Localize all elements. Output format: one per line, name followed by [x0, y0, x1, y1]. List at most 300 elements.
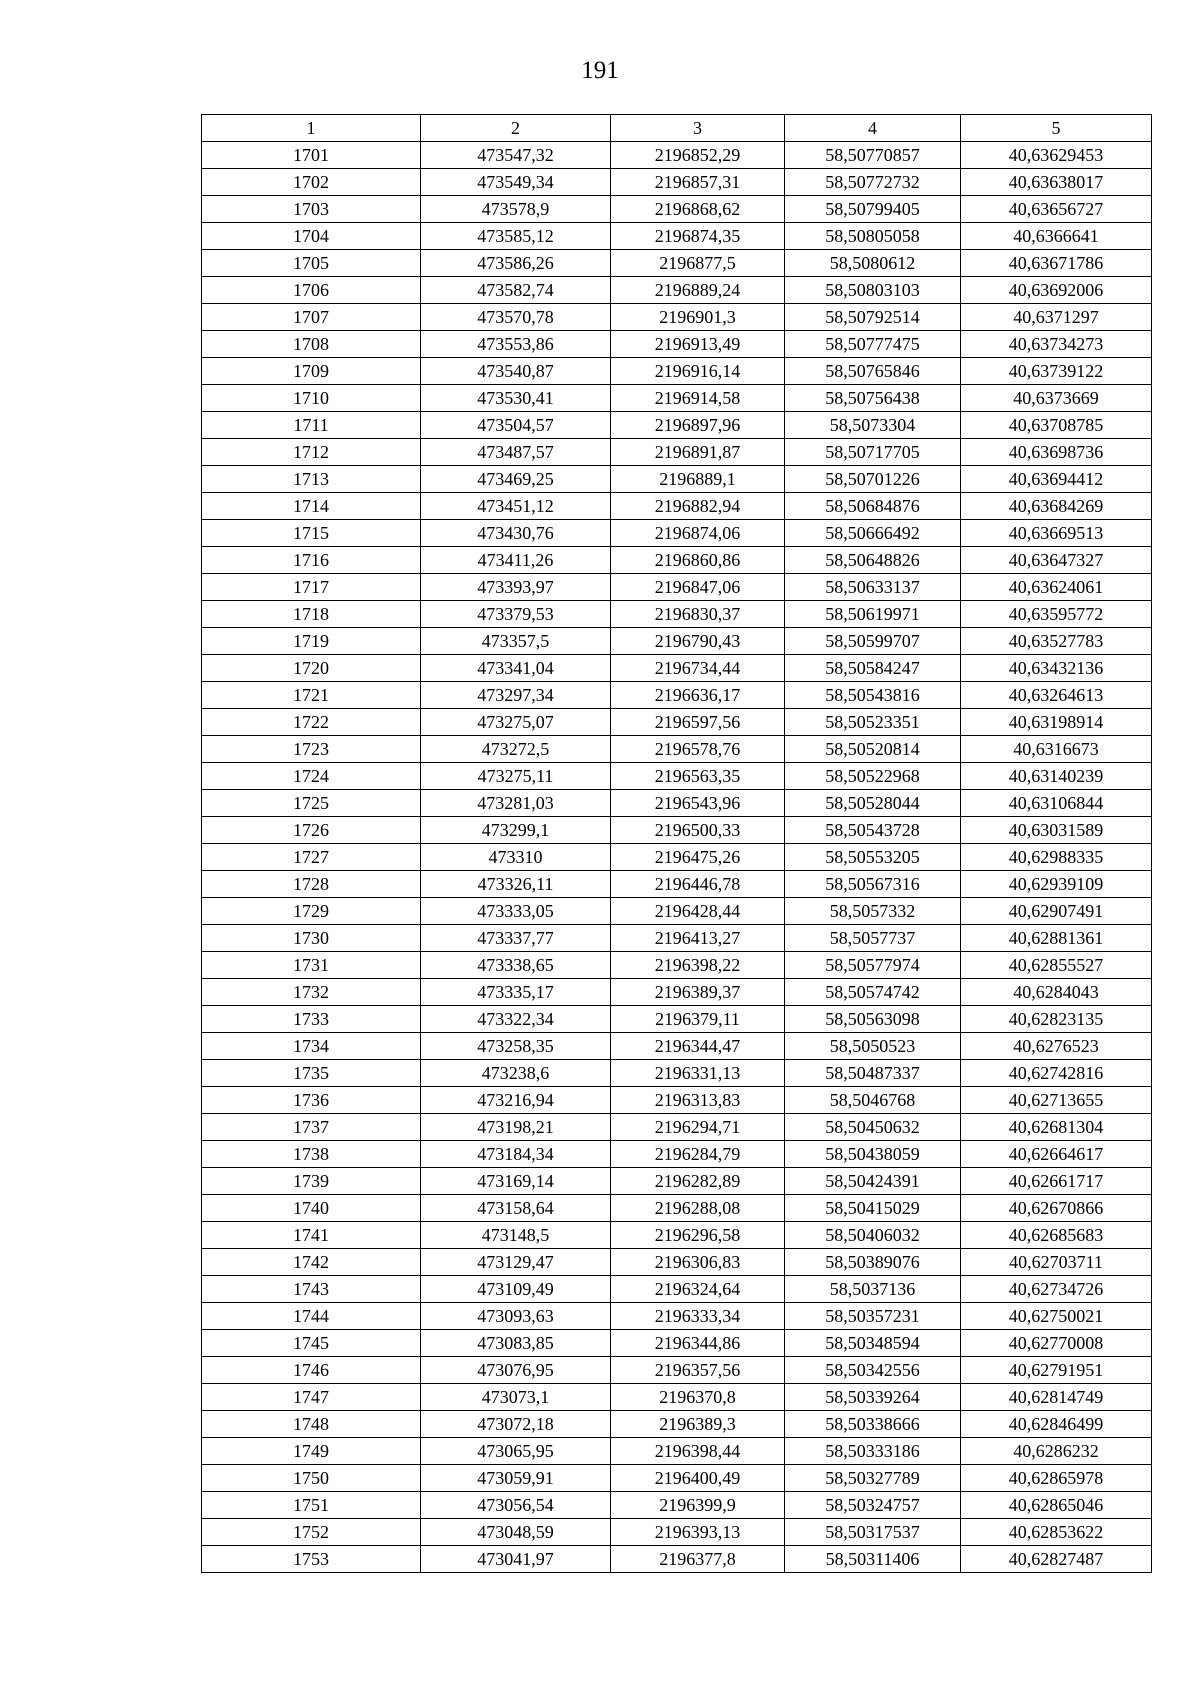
table-cell-col-1: 1726 — [202, 817, 421, 844]
table-cell-col-3: 2196500,33 — [611, 817, 785, 844]
table-cell-col-3: 2196916,14 — [611, 358, 785, 385]
table-cell-col-2: 473281,03 — [421, 790, 611, 817]
table-cell-col-4: 58,50327789 — [785, 1465, 961, 1492]
table-row — [202, 412, 1152, 439]
table-cell-col-5: 40,62865978 — [961, 1465, 1152, 1492]
table-cell-col-2: 473073,1 — [421, 1384, 611, 1411]
table-row — [202, 574, 1152, 601]
table-cell-col-5: 40,63692006 — [961, 277, 1152, 304]
table-cell-col-3: 2196428,44 — [611, 898, 785, 925]
table-cell-col-4: 58,50803103 — [785, 277, 961, 304]
table-cell-col-2: 473310 — [421, 844, 611, 871]
table-cell-col-2: 473487,57 — [421, 439, 611, 466]
table-cell-col-3: 2196889,1 — [611, 466, 785, 493]
table-cell-col-5: 40,63671786 — [961, 250, 1152, 277]
table-cell-col-3: 2196543,96 — [611, 790, 785, 817]
table-cell-col-2: 473337,77 — [421, 925, 611, 952]
table-row — [202, 1519, 1152, 1546]
table-cell-col-1: 1747 — [202, 1384, 421, 1411]
table-row — [202, 1195, 1152, 1222]
table-row — [202, 1384, 1152, 1411]
table-cell-col-1: 1728 — [202, 871, 421, 898]
table-cell-col-5: 40,62685683 — [961, 1222, 1152, 1249]
table-cell-col-1: 1721 — [202, 682, 421, 709]
table-row — [202, 1357, 1152, 1384]
table-row — [202, 1465, 1152, 1492]
table-cell-col-5: 40,6371297 — [961, 304, 1152, 331]
table-cell-col-5: 40,63198914 — [961, 709, 1152, 736]
table-cell-col-1: 1719 — [202, 628, 421, 655]
table-row — [202, 709, 1152, 736]
table-cell-col-5: 40,63656727 — [961, 196, 1152, 223]
table-cell-col-4: 58,5057332 — [785, 898, 961, 925]
table-row — [202, 979, 1152, 1006]
table-cell-col-4: 58,50701226 — [785, 466, 961, 493]
table-cell-col-2: 473083,85 — [421, 1330, 611, 1357]
table-cell-col-3: 2196563,35 — [611, 763, 785, 790]
table-cell-col-3: 2196294,71 — [611, 1114, 785, 1141]
table-cell-col-2: 473333,05 — [421, 898, 611, 925]
table-cell-col-2: 473093,63 — [421, 1303, 611, 1330]
table-cell-col-3: 2196284,79 — [611, 1141, 785, 1168]
table-cell-col-3: 2196475,26 — [611, 844, 785, 871]
table-cell-col-1: 1750 — [202, 1465, 421, 1492]
table-cell-col-4: 58,50324757 — [785, 1492, 961, 1519]
table-cell-col-4: 58,50563098 — [785, 1006, 961, 1033]
table-cell-col-5: 40,62827487 — [961, 1546, 1152, 1573]
table-cell-col-1: 1742 — [202, 1249, 421, 1276]
table-cell-col-1: 1733 — [202, 1006, 421, 1033]
table-cell-col-3: 2196874,35 — [611, 223, 785, 250]
table-cell-col-1: 1706 — [202, 277, 421, 304]
table-cell-col-2: 473530,41 — [421, 385, 611, 412]
table-cell-col-4: 58,50805058 — [785, 223, 961, 250]
table-cell-col-1: 1710 — [202, 385, 421, 412]
table-cell-col-5: 40,63140239 — [961, 763, 1152, 790]
table-row — [202, 169, 1152, 196]
table-cell-col-2: 473585,12 — [421, 223, 611, 250]
table-cell-col-4: 58,50584247 — [785, 655, 961, 682]
table-cell-col-4: 58,50311406 — [785, 1546, 961, 1573]
table-cell-col-1: 1723 — [202, 736, 421, 763]
table-cell-col-2: 473198,21 — [421, 1114, 611, 1141]
table-cell-col-2: 473335,17 — [421, 979, 611, 1006]
table-cell-col-4: 58,50633137 — [785, 574, 961, 601]
table-cell-col-3: 2196901,3 — [611, 304, 785, 331]
table-cell-col-3: 2196868,62 — [611, 196, 785, 223]
table-cell-col-2: 473547,32 — [421, 142, 611, 169]
table-cell-col-3: 2196296,58 — [611, 1222, 785, 1249]
table-cell-col-2: 473216,94 — [421, 1087, 611, 1114]
table-cell-col-3: 2196398,22 — [611, 952, 785, 979]
table-row — [202, 439, 1152, 466]
table-cell-col-3: 2196891,87 — [611, 439, 785, 466]
table-cell-col-5: 40,62770008 — [961, 1330, 1152, 1357]
table-cell-col-2: 473411,26 — [421, 547, 611, 574]
column-header-2: 2 — [421, 115, 611, 142]
table-cell-col-4: 58,50777475 — [785, 331, 961, 358]
table-cell-col-5: 40,63595772 — [961, 601, 1152, 628]
table-row — [202, 331, 1152, 358]
table-cell-col-2: 473322,34 — [421, 1006, 611, 1033]
table-row — [202, 817, 1152, 844]
table-cell-col-2: 473275,07 — [421, 709, 611, 736]
table-cell-col-4: 58,50543816 — [785, 682, 961, 709]
table-cell-col-1: 1718 — [202, 601, 421, 628]
table-cell-col-5: 40,62881361 — [961, 925, 1152, 952]
table-cell-col-4: 58,50553205 — [785, 844, 961, 871]
table-cell-col-2: 473578,9 — [421, 196, 611, 223]
table-cell-col-1: 1720 — [202, 655, 421, 682]
table-cell-col-5: 40,63432136 — [961, 655, 1152, 682]
table-row — [202, 1438, 1152, 1465]
table-cell-col-3: 2196852,29 — [611, 142, 785, 169]
table-cell-col-2: 473430,76 — [421, 520, 611, 547]
table-cell-col-1: 1703 — [202, 196, 421, 223]
table-cell-col-2: 473272,5 — [421, 736, 611, 763]
table-cell-col-5: 40,63638017 — [961, 169, 1152, 196]
table-cell-col-1: 1729 — [202, 898, 421, 925]
table-cell-col-3: 2196393,13 — [611, 1519, 785, 1546]
table-row — [202, 1222, 1152, 1249]
table-cell-col-4: 58,50765846 — [785, 358, 961, 385]
table-cell-col-1: 1724 — [202, 763, 421, 790]
table-row — [202, 952, 1152, 979]
table-cell-col-4: 58,50357231 — [785, 1303, 961, 1330]
table-row — [202, 1546, 1152, 1573]
table-cell-col-3: 2196882,94 — [611, 493, 785, 520]
table-body — [202, 142, 1152, 1573]
table-cell-col-2: 473540,87 — [421, 358, 611, 385]
table-cell-col-3: 2196306,83 — [611, 1249, 785, 1276]
table-cell-col-2: 473041,97 — [421, 1546, 611, 1573]
table-row — [202, 196, 1152, 223]
table-row — [202, 601, 1152, 628]
table-row — [202, 1006, 1152, 1033]
table-cell-col-3: 2196344,47 — [611, 1033, 785, 1060]
table-cell-col-1: 1737 — [202, 1114, 421, 1141]
table-cell-col-3: 2196734,44 — [611, 655, 785, 682]
table-cell-col-5: 40,62750021 — [961, 1303, 1152, 1330]
table-cell-col-4: 58,50333186 — [785, 1438, 961, 1465]
table-cell-col-4: 58,50792514 — [785, 304, 961, 331]
table-cell-col-4: 58,50520814 — [785, 736, 961, 763]
table-cell-col-4: 58,50599707 — [785, 628, 961, 655]
table-cell-col-5: 40,62988335 — [961, 844, 1152, 871]
table-row — [202, 223, 1152, 250]
table-row — [202, 1330, 1152, 1357]
table-cell-col-5: 40,62681304 — [961, 1114, 1152, 1141]
table-row — [202, 493, 1152, 520]
table-cell-col-5: 40,62703711 — [961, 1249, 1152, 1276]
table-cell-col-4: 58,5050523 — [785, 1033, 961, 1060]
table-cell-col-1: 1702 — [202, 169, 421, 196]
table-cell-col-5: 40,62734726 — [961, 1276, 1152, 1303]
column-header-4: 4 — [785, 115, 961, 142]
table-cell-col-1: 1752 — [202, 1519, 421, 1546]
table-cell-col-2: 473059,91 — [421, 1465, 611, 1492]
table-cell-col-5: 40,63708785 — [961, 412, 1152, 439]
table-row — [202, 763, 1152, 790]
table-cell-col-3: 2196847,06 — [611, 574, 785, 601]
table-cell-col-1: 1722 — [202, 709, 421, 736]
table-cell-col-5: 40,63684269 — [961, 493, 1152, 520]
table-cell-col-1: 1741 — [202, 1222, 421, 1249]
table-cell-col-5: 40,62823135 — [961, 1006, 1152, 1033]
table-cell-col-1: 1708 — [202, 331, 421, 358]
table-cell-col-5: 40,62661717 — [961, 1168, 1152, 1195]
table-cell-col-5: 40,63527783 — [961, 628, 1152, 655]
table-cell-col-4: 58,50522968 — [785, 763, 961, 790]
table-cell-col-5: 40,6286232 — [961, 1438, 1152, 1465]
table-cell-col-4: 58,50450632 — [785, 1114, 961, 1141]
table-row — [202, 1303, 1152, 1330]
table-row — [202, 628, 1152, 655]
table-cell-col-5: 40,63647327 — [961, 547, 1152, 574]
table-row — [202, 898, 1152, 925]
table-cell-col-2: 473076,95 — [421, 1357, 611, 1384]
table-cell-col-5: 40,63624061 — [961, 574, 1152, 601]
table-cell-col-1: 1734 — [202, 1033, 421, 1060]
table-cell-col-2: 473297,34 — [421, 682, 611, 709]
table-header — [202, 115, 1152, 142]
table-cell-col-1: 1711 — [202, 412, 421, 439]
table-cell-col-5: 40,6276523 — [961, 1033, 1152, 1060]
table-cell-col-4: 58,50567316 — [785, 871, 961, 898]
table-cell-col-3: 2196790,43 — [611, 628, 785, 655]
table-cell-col-2: 473504,57 — [421, 412, 611, 439]
table-cell-col-1: 1716 — [202, 547, 421, 574]
table-cell-col-1: 1744 — [202, 1303, 421, 1330]
table-cell-col-2: 473393,97 — [421, 574, 611, 601]
table-cell-col-1: 1712 — [202, 439, 421, 466]
table-cell-col-4: 58,50577974 — [785, 952, 961, 979]
table-cell-col-4: 58,50406032 — [785, 1222, 961, 1249]
table-cell-col-4: 58,50770857 — [785, 142, 961, 169]
table-cell-col-2: 473158,64 — [421, 1195, 611, 1222]
table-cell-col-4: 58,50756438 — [785, 385, 961, 412]
table-cell-col-3: 2196333,34 — [611, 1303, 785, 1330]
table-cell-col-1: 1725 — [202, 790, 421, 817]
table-cell-col-4: 58,50528044 — [785, 790, 961, 817]
page-number: 191 — [581, 57, 619, 84]
table-row — [202, 1033, 1152, 1060]
table-cell-col-1: 1707 — [202, 304, 421, 331]
table-cell-col-2: 473341,04 — [421, 655, 611, 682]
table-cell-col-2: 473169,14 — [421, 1168, 611, 1195]
table-row — [202, 1411, 1152, 1438]
table-cell-col-4: 58,5057737 — [785, 925, 961, 952]
table-cell-col-2: 473275,11 — [421, 763, 611, 790]
table-cell-col-2: 473451,12 — [421, 493, 611, 520]
table-cell-col-2: 473148,5 — [421, 1222, 611, 1249]
table-cell-col-2: 473056,54 — [421, 1492, 611, 1519]
table-row — [202, 1114, 1152, 1141]
table-row — [202, 385, 1152, 412]
table-cell-col-5: 40,63629453 — [961, 142, 1152, 169]
table-row — [202, 520, 1152, 547]
table-cell-col-4: 58,50389076 — [785, 1249, 961, 1276]
table-cell-col-1: 1705 — [202, 250, 421, 277]
table-row — [202, 736, 1152, 763]
table-row — [202, 844, 1152, 871]
table-cell-col-4: 58,50487337 — [785, 1060, 961, 1087]
table-row — [202, 1492, 1152, 1519]
table-cell-col-3: 2196370,8 — [611, 1384, 785, 1411]
table-cell-col-4: 58,50338666 — [785, 1411, 961, 1438]
table-cell-col-4: 58,50666492 — [785, 520, 961, 547]
table-cell-col-5: 40,62939109 — [961, 871, 1152, 898]
table-cell-col-1: 1735 — [202, 1060, 421, 1087]
table-cell-col-1: 1749 — [202, 1438, 421, 1465]
table-cell-col-2: 473469,25 — [421, 466, 611, 493]
table-cell-col-5: 40,62791951 — [961, 1357, 1152, 1384]
table-cell-col-2: 473379,53 — [421, 601, 611, 628]
table-cell-col-1: 1746 — [202, 1357, 421, 1384]
table-cell-col-4: 58,50717705 — [785, 439, 961, 466]
table-cell-col-4: 58,50619971 — [785, 601, 961, 628]
table-cell-col-5: 40,63734273 — [961, 331, 1152, 358]
table-row — [202, 358, 1152, 385]
table-cell-col-4: 58,5073304 — [785, 412, 961, 439]
table-cell-col-3: 2196857,31 — [611, 169, 785, 196]
table-cell-col-5: 40,62814749 — [961, 1384, 1152, 1411]
table-row — [202, 304, 1152, 331]
table-row — [202, 277, 1152, 304]
table-cell-col-2: 473586,26 — [421, 250, 611, 277]
table-cell-col-3: 2196288,08 — [611, 1195, 785, 1222]
table-cell-col-2: 473326,11 — [421, 871, 611, 898]
table-cell-col-3: 2196398,44 — [611, 1438, 785, 1465]
table-cell-col-1: 1727 — [202, 844, 421, 871]
table-cell-col-3: 2196400,49 — [611, 1465, 785, 1492]
table-cell-col-3: 2196877,5 — [611, 250, 785, 277]
table-cell-col-2: 473357,5 — [421, 628, 611, 655]
table-cell-col-2: 473258,35 — [421, 1033, 611, 1060]
table-cell-col-5: 40,63106844 — [961, 790, 1152, 817]
table-cell-col-2: 473570,78 — [421, 304, 611, 331]
table-cell-col-1: 1740 — [202, 1195, 421, 1222]
table-cell-col-4: 58,5037136 — [785, 1276, 961, 1303]
table-cell-col-4: 58,50648826 — [785, 547, 961, 574]
table-cell-col-4: 58,50424391 — [785, 1168, 961, 1195]
table-cell-col-1: 1732 — [202, 979, 421, 1006]
table-row — [202, 925, 1152, 952]
table-cell-col-5: 40,62907491 — [961, 898, 1152, 925]
table-cell-col-5: 40,6373669 — [961, 385, 1152, 412]
table-row — [202, 682, 1152, 709]
table-cell-col-4: 58,50339264 — [785, 1384, 961, 1411]
table-row — [202, 1141, 1152, 1168]
table-cell-col-2: 473048,59 — [421, 1519, 611, 1546]
table-cell-col-5: 40,63694412 — [961, 466, 1152, 493]
table-cell-col-3: 2196313,83 — [611, 1087, 785, 1114]
table-cell-col-4: 58,50772732 — [785, 169, 961, 196]
table-cell-col-1: 1736 — [202, 1087, 421, 1114]
table-cell-col-2: 473338,65 — [421, 952, 611, 979]
table-cell-col-5: 40,6284043 — [961, 979, 1152, 1006]
table-cell-col-3: 2196331,13 — [611, 1060, 785, 1087]
table-row — [202, 871, 1152, 898]
table-cell-col-4: 58,50523351 — [785, 709, 961, 736]
table-cell-col-3: 2196913,49 — [611, 331, 785, 358]
column-header-5: 5 — [961, 115, 1152, 142]
table-cell-col-1: 1748 — [202, 1411, 421, 1438]
table-cell-col-4: 58,50415029 — [785, 1195, 961, 1222]
table-cell-col-3: 2196389,37 — [611, 979, 785, 1006]
table-cell-col-4: 58,50799405 — [785, 196, 961, 223]
table-cell-col-1: 1745 — [202, 1330, 421, 1357]
table-cell-col-4: 58,50342556 — [785, 1357, 961, 1384]
table-cell-col-5: 40,62855527 — [961, 952, 1152, 979]
table-row — [202, 655, 1152, 682]
table-cell-col-1: 1713 — [202, 466, 421, 493]
table-cell-col-5: 40,63698736 — [961, 439, 1152, 466]
table-cell-col-5: 40,6316673 — [961, 736, 1152, 763]
table-row — [202, 142, 1152, 169]
table-cell-col-2: 473238,6 — [421, 1060, 611, 1087]
table-cell-col-1: 1715 — [202, 520, 421, 547]
column-header-3: 3 — [611, 115, 785, 142]
table-row — [202, 250, 1152, 277]
table-cell-col-1: 1701 — [202, 142, 421, 169]
table-cell-col-3: 2196636,17 — [611, 682, 785, 709]
table-cell-col-3: 2196282,89 — [611, 1168, 785, 1195]
table-cell-col-3: 2196897,96 — [611, 412, 785, 439]
header-row — [202, 115, 1152, 142]
table-row — [202, 1060, 1152, 1087]
table-cell-col-5: 40,62846499 — [961, 1411, 1152, 1438]
table-cell-col-3: 2196389,3 — [611, 1411, 785, 1438]
table-cell-col-1: 1731 — [202, 952, 421, 979]
table-cell-col-3: 2196379,11 — [611, 1006, 785, 1033]
table-cell-col-1: 1730 — [202, 925, 421, 952]
table-cell-col-5: 40,63031589 — [961, 817, 1152, 844]
table-cell-col-3: 2196914,58 — [611, 385, 785, 412]
table-row — [202, 547, 1152, 574]
table-cell-col-3: 2196357,56 — [611, 1357, 785, 1384]
table-cell-col-4: 58,50574742 — [785, 979, 961, 1006]
table-row — [202, 466, 1152, 493]
table-cell-col-5: 40,62670866 — [961, 1195, 1152, 1222]
table-cell-col-3: 2196344,86 — [611, 1330, 785, 1357]
table-cell-col-5: 40,62742816 — [961, 1060, 1152, 1087]
table-cell-col-4: 58,5046768 — [785, 1087, 961, 1114]
table-cell-col-5: 40,62865046 — [961, 1492, 1152, 1519]
table-cell-col-2: 473582,74 — [421, 277, 611, 304]
table-cell-col-3: 2196446,78 — [611, 871, 785, 898]
table-cell-col-1: 1704 — [202, 223, 421, 250]
table-cell-col-5: 40,62853622 — [961, 1519, 1152, 1546]
table-cell-col-3: 2196413,27 — [611, 925, 785, 952]
table-cell-col-2: 473184,34 — [421, 1141, 611, 1168]
table-cell-col-4: 58,50348594 — [785, 1330, 961, 1357]
table-cell-col-1: 1714 — [202, 493, 421, 520]
table-cell-col-5: 40,62713655 — [961, 1087, 1152, 1114]
table-cell-col-2: 473129,47 — [421, 1249, 611, 1276]
table-cell-col-2: 473109,49 — [421, 1276, 611, 1303]
table-cell-col-3: 2196889,24 — [611, 277, 785, 304]
table-cell-col-1: 1709 — [202, 358, 421, 385]
table-cell-col-4: 58,5080612 — [785, 250, 961, 277]
table-cell-col-5: 40,62664617 — [961, 1141, 1152, 1168]
column-header-1: 1 — [202, 115, 421, 142]
table-cell-col-5: 40,63739122 — [961, 358, 1152, 385]
table-cell-col-1: 1738 — [202, 1141, 421, 1168]
table-cell-col-1: 1717 — [202, 574, 421, 601]
table-cell-col-2: 473065,95 — [421, 1438, 611, 1465]
table-cell-col-3: 2196830,37 — [611, 601, 785, 628]
